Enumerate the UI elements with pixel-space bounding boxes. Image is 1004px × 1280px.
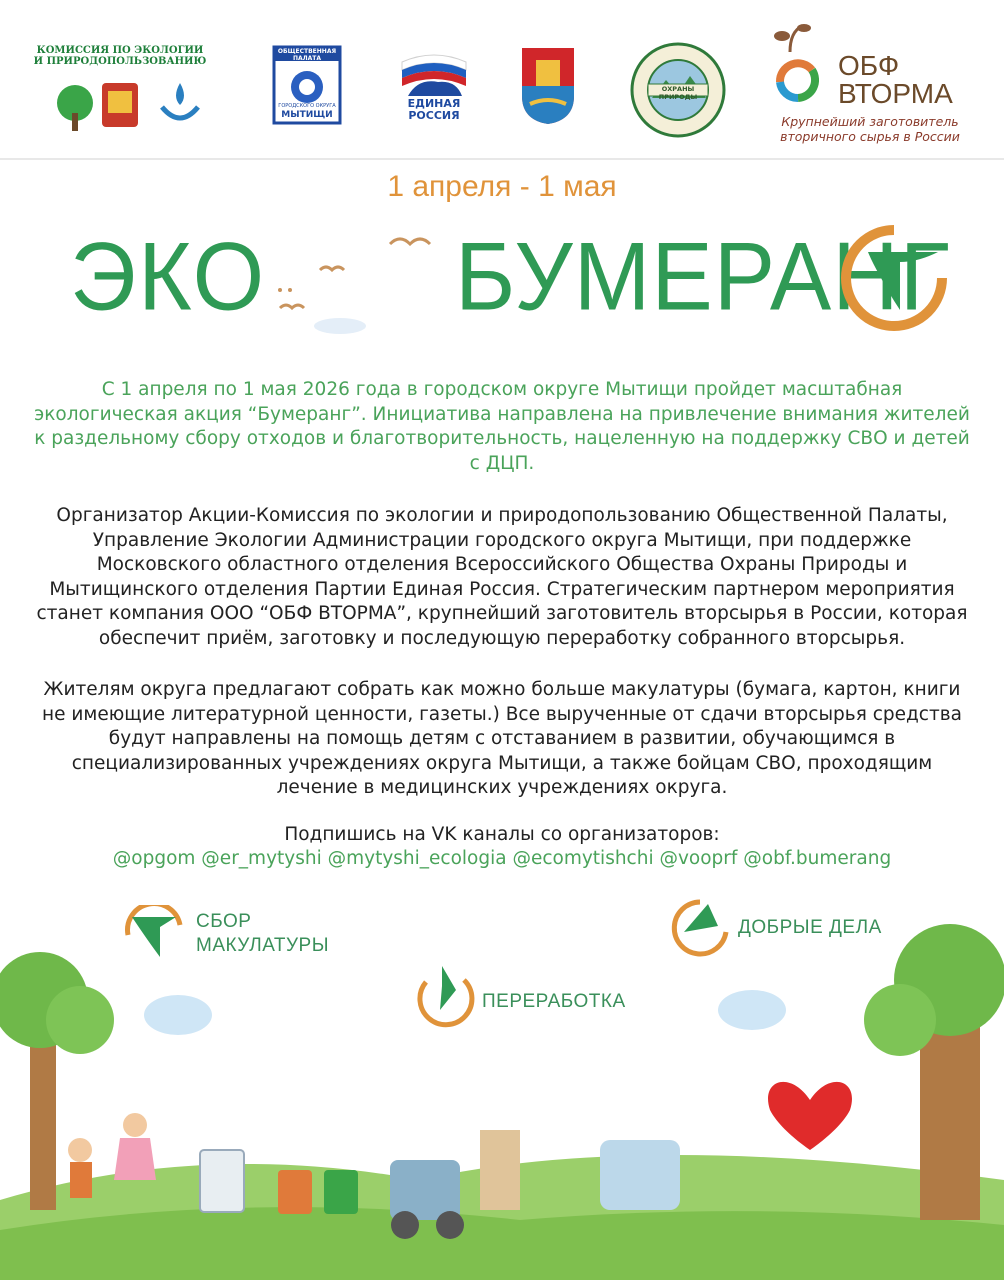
tag-collect-line-2: МАКУЛАТУРЫ [196, 935, 330, 956]
tag-recycling: ПЕРЕРАБОТКА [482, 991, 626, 1012]
vooop-inner-text: ОХРАНЫ ПРИРОДЫ [658, 85, 698, 101]
vtorma-tagline-1: Крупнейший заготовитель [781, 114, 959, 129]
chamber-logo-top: ОБЩЕСТВЕННАЯ ПАЛАТА [277, 48, 337, 62]
vtorma-logo [768, 22, 978, 152]
tag-collect-line-1: СБОР [196, 911, 252, 932]
chamber-logo-bottom: МЫТИЩИ [281, 110, 333, 120]
boomerang-logo-icon [838, 222, 950, 334]
commission-logo-text: КОМИССИЯ ПО ЭКОЛОГИИ И ПРИРОДОПОЛЬЗОВАНИЮ [33, 45, 207, 67]
title-bumerang: БУМЕРАНГ [455, 223, 951, 331]
vk-handles[interactable]: @opgom @er_mytyshi @mytyshi_ecologia @ecomytishchi @vooprf @obf.bumerang [112, 848, 892, 869]
title-eko: ЭКО [70, 223, 267, 331]
vtorma-name-2: ВТОРМА [838, 78, 953, 109]
bear-flag-icon [398, 48, 470, 98]
residents-paragraph: Жителям округа предлагают собрать как можно больше макулатуры (бумага, картон, книги не имеющие литературной ценности, газеты.) Все вырученные от сдачи вторсырья средства будут направлены на помощь детям с отставанием в развитии, обучающимся в специализированных учреждениях округа Мытищи, а также бойцам СВО, проходящим лечение в медицинских учреждениях округа. [42, 679, 962, 798]
coat-of-arms-icon [520, 46, 576, 126]
vtorma-sprout-icon [768, 22, 828, 104]
collect-boomerang-icon [120, 905, 190, 965]
good-deeds-boomerang-icon [668, 896, 732, 960]
united-russia-logo [398, 48, 470, 130]
vtorma-tagline-2: вторичного сырья в России [780, 129, 960, 144]
vtorma-name-1: ОБФ [838, 50, 900, 81]
recycling-boomerang-icon [412, 962, 478, 1028]
chamber-logo-mid: ГОРОДСКОГО ОКРУГА [278, 103, 336, 109]
commission-logo [30, 45, 210, 135]
date-range: 1 апреля - 1 мая [387, 170, 617, 203]
united-russia-text: ЕДИНАЯ РОССИЯ [407, 97, 461, 122]
vooop-logo [630, 42, 726, 138]
subscribe-label: Подпишись на VK каналы со организаторов: [284, 824, 720, 845]
tag-good-deeds: ДОБРЫЕ ДЕЛА [738, 917, 882, 938]
logo-bar [0, 0, 1004, 160]
intro-paragraph: С 1 апреля по 1 мая 2026 года в городском округе Мытищи пройдет масштабная экологическая акция “Бумеранг”. Инициатива направлена на привлечение внимания жителей к раздельному сбору отходов и благотворительность, нацеленную на поддержку СВО и детей с ДЦП. [34, 379, 970, 474]
organizers-paragraph: Организатор Акции-Комиссия по экологии и природопользованию Общественной Палаты, Управление Экологии Администрации городского округа Мытищи, при поддержке Московского областного отделения Всероссийского Общества Охраны Природы и Мытищинского отделения Партии Единая Россия. Стратегическим партнером мероприятия станет компания ООО “ОБФ ВТОРМА”, крупнейший заготовитель вторсырья в России, которая обеспечит приём, заготовку и последующую переработку собранного вторсырья. [36, 505, 968, 649]
chamber-logo [272, 45, 342, 125]
birds-clouds-decoration [270, 230, 450, 340]
mytishchi-coat-of-arms [520, 46, 576, 126]
commission-icons [30, 73, 210, 143]
